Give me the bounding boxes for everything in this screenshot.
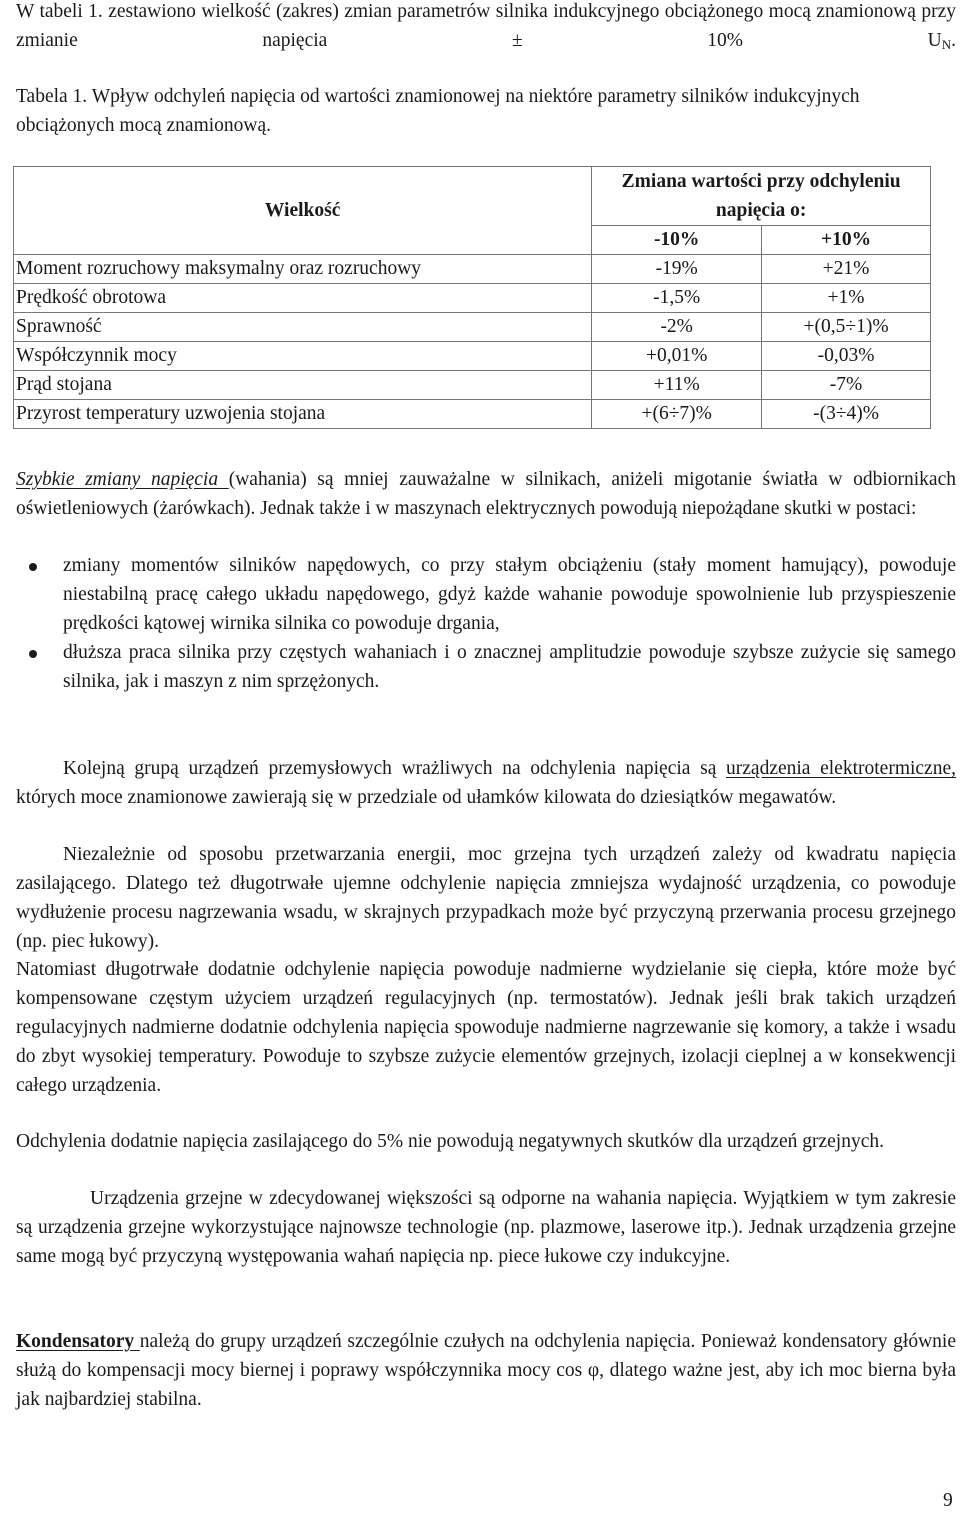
table-row (14, 284, 931, 313)
table-row (14, 255, 931, 284)
intro-text (16, 0, 956, 59)
paragraph-lead: Kolejną grupą urządzeń przemysłowych wrażliwych na odchylenia napięcia są (63, 758, 727, 779)
list-item-text: zmiany momentów silników napędowych, co przy stałym obciążeniu (stały moment hamujący), powoduje niestabilną pracę całego układu napędowego, gdyż każde wahanie powoduje spowolnienie lub przyspieszenie prędkości kątowej wirnika silnika co powoduje drgania, (63, 555, 956, 634)
paragraph-text: (wahania) są mniej zauważalne w silnikach, aniżeli migotanie światła w odbiornikach oświetleniowych (żarówkach). Jednak także i w maszynach elektrycznych powodują niepożądane skutki w postaci: (16, 469, 956, 519)
table-header-row (14, 167, 931, 226)
intro-paragraph (16, 0, 956, 59)
intro-suffix: . (951, 30, 956, 51)
header-quantity: Wielkość (14, 167, 592, 255)
page-number: 9 (943, 1490, 953, 1511)
intro-main-text: W tabeli 1. zestawiono wielkość (zakres) zmian parametrów silnika indukcyjnego obciążonego mocą znamionową przy zmianie napięcia ± 10% U (16, 1, 956, 51)
row-minus: -1,5% (592, 284, 762, 313)
list-item-text: dłuższa praca silnika przy częstych wahaniach i o znacznej amplitudzie powoduje szybsze zużycie się samego silnika, jak i maszyn z nim sprzężonych. (63, 642, 956, 692)
table-row (14, 371, 931, 400)
row-name: Prędkość obrotowa (14, 284, 592, 313)
paragraph-heating-power: Niezależnie od sposobu przetwarzania energii, moc grzejna tych urządzeń zależy od kwadratu napięcia zasilającego. Dlatego też długotrwałe ujemne odchylenie napięcia zmniejsza wydajność urządzenia, co powoduje wydłużenie procesu nagrzewania wsadu, w skrajnych przypadkach może być przyczyną przerwania procesu grzejnego (np. piec łukowy). (16, 844, 956, 952)
paragraph-positive-deviation: Natomiast długotrwałe dodatnie odchylenie napięcia powoduje nadmierne wydzielanie się ciepła, które może być kompensowane częstym użyciem urządzeń regulacyjnych (np. termostatów). Jednak jeśli brak takich urządzeń regulacyjnych nadmierne dodatnie odchylenia napięcia spowoduje nadmierne nagrzewanie się komory, a także i wsadu do zbyt wysokiej temperatury. Powoduje to szybsze zużycie elementów grzejnych, izolacji cieplnej a w konsekwencji całego urządzenia. (16, 959, 956, 1096)
row-plus: +(0,5÷1)% (762, 313, 931, 342)
emphasis-capacitors: Kondensatory (16, 1331, 140, 1352)
voltage-subscript: N (941, 37, 952, 52)
row-minus: -19% (592, 255, 762, 284)
list-item (16, 638, 956, 696)
effects-list (16, 551, 956, 696)
paragraph-capacitors (16, 1327, 956, 1414)
header-minus-10: -10% (592, 226, 762, 255)
row-name: Przyrost temperatury uzwojenia stojana (14, 400, 592, 429)
row-name: Współczynnik mocy (14, 342, 592, 371)
bullet-icon (29, 563, 37, 571)
row-plus: +1% (762, 284, 931, 313)
bullet-icon (29, 650, 37, 658)
table-caption: Tabela 1. Wpływ odchyleń napięcia od wartości znamionowej na niektóre parametry silników indukcyjnych obciążonych mocą znamionową. (16, 86, 860, 136)
table-row (14, 400, 931, 429)
paragraph-voltage-fluctuations (16, 465, 956, 523)
row-plus: -(3÷4)% (762, 400, 931, 429)
row-minus: +(6÷7)% (592, 400, 762, 429)
paragraph-text: których moce znamionowe zawierają się w przedziale od ułamków kilowata do dziesiątków megawatów. (16, 787, 837, 808)
table-row (14, 313, 931, 342)
paragraph-electrothermal (16, 754, 956, 812)
voltage-deviation-table (13, 166, 931, 429)
row-minus: +0,01% (592, 342, 762, 371)
paragraph-text: należą do grupy urządzeń szczególnie czułych na odchylenia napięcia. Ponieważ kondensatory głównie służą do kompensacji mocy biernej i poprawy współczynnika mocy cos φ, dlatego ważne jest, aby ich moc bierna była jak najbardziej stabilna. (16, 1331, 956, 1410)
row-plus: -0,03% (762, 342, 931, 371)
emphasis-electrothermal: urządzenia elektrotermiczne, (726, 758, 956, 779)
row-name: Sprawność (14, 313, 592, 342)
paragraph-heating-devices: Urządzenia grzejne w zdecydowanej większości są odporne na wahania napięcia. Wyjątkiem w tym zakresie są urządzenia grzejne wykorzystujące najnowsze technologie (np. plazmowe, laserowe itp.). Jednak urządzenia grzejne same mogą być przyczyną występowania wahań napięcia np. piece łukowe czy indukcyjne. (16, 1188, 956, 1267)
emphasis-fast-changes: Szybkie zmiany napięcia (16, 469, 229, 490)
row-minus: +11% (592, 371, 762, 400)
row-name: Prąd stojana (14, 371, 592, 400)
paragraph-five-percent: Odchylenia dodatnie napięcia zasilającego do 5% nie powodują negatywnych skutków dla urządzeń grzejnych. (16, 1131, 884, 1152)
row-name: Moment rozruchowy maksymalny oraz rozruchowy (14, 255, 592, 284)
header-change: Zmiana wartości przy odchyleniu napięcia o: (592, 167, 931, 226)
row-minus: -2% (592, 313, 762, 342)
row-plus: -7% (762, 371, 931, 400)
header-plus-10: +10% (762, 226, 931, 255)
list-item (16, 551, 956, 638)
row-plus: +21% (762, 255, 931, 284)
table-row (14, 342, 931, 371)
